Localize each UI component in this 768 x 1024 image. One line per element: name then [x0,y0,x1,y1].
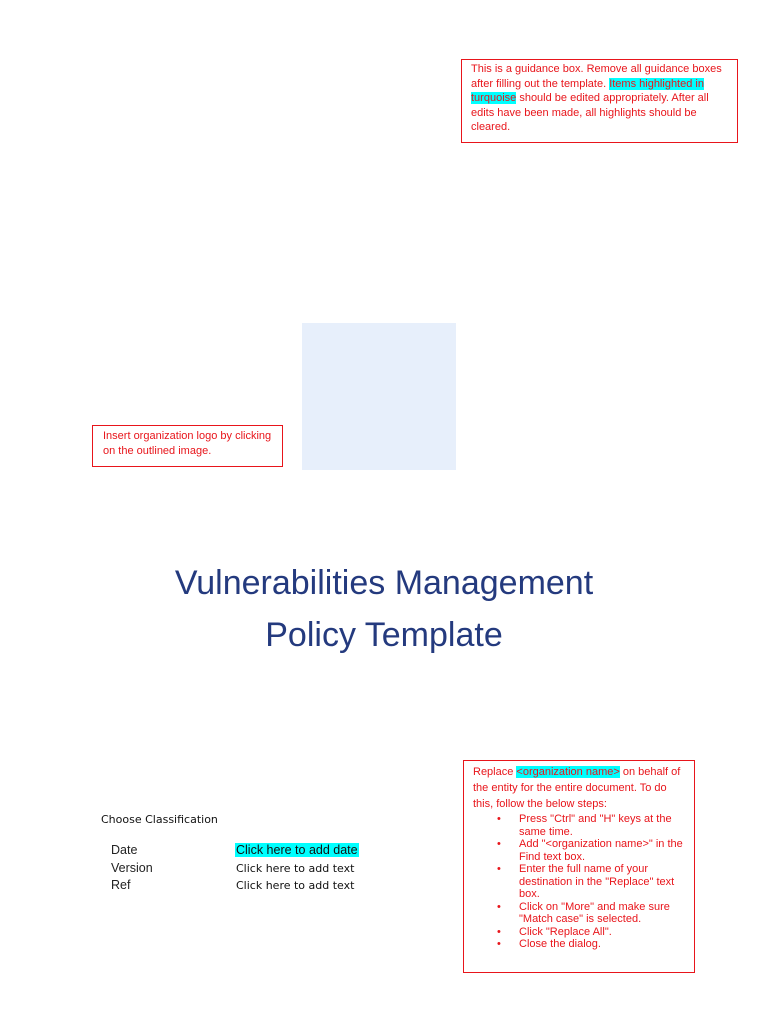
replace-step-6: • Close the dialog. [519,938,686,951]
guidance-logo-text: Insert organization logo by clicking on the outlined image. [103,430,272,457]
guidance-box-top [461,59,738,143]
ref-field[interactable]: Click here to add text [236,879,355,892]
replace-steps [473,813,686,951]
replace-step-4: • Click on "More" and make sure "Match case" is selected. [519,901,686,926]
guidance-box-replace [463,760,695,973]
replace-intro [473,764,686,812]
version-field[interactable]: Click here to add text [236,862,355,875]
title-line-2: Policy Template [265,616,503,654]
guidance-box-logo [92,425,283,467]
title-line-1: Vulnerabilities Management [174,564,594,602]
guidance-highlight: Items highlighted in turquoise [471,77,704,104]
classification-selector[interactable]: Choose Classification [101,813,218,826]
replace-step-3: • Enter the full name of your destination in the "Replace" text box. [519,863,686,901]
version-label: Version [111,861,153,875]
replace-highlight: <organization name> [516,766,620,778]
replace-intro-before: Replace [473,766,517,778]
date-field[interactable]: Click here to add date [236,843,358,857]
ref-label: Ref [111,878,131,892]
replace-step-2: • Add "<organization name>" in the Find text box. [519,838,686,863]
guidance-text: This is a guidance box. Remove all guidance boxes after filling out the template. [471,63,722,90]
logo-placeholder[interactable] [302,323,456,470]
replace-step-1: • Press "Ctrl" and "H" keys at the same time. [519,813,686,838]
replace-intro-after: on behalf of the entity for the entire document. To do this, follow the below steps: [473,766,681,810]
replace-step-5: • Click "Replace All". [519,926,686,939]
date-label: Date [111,843,138,857]
document-title [0,557,768,661]
guidance-text-end: should be edited appropriately. After all edits have been made, all highlights should be cleared. [471,92,709,133]
